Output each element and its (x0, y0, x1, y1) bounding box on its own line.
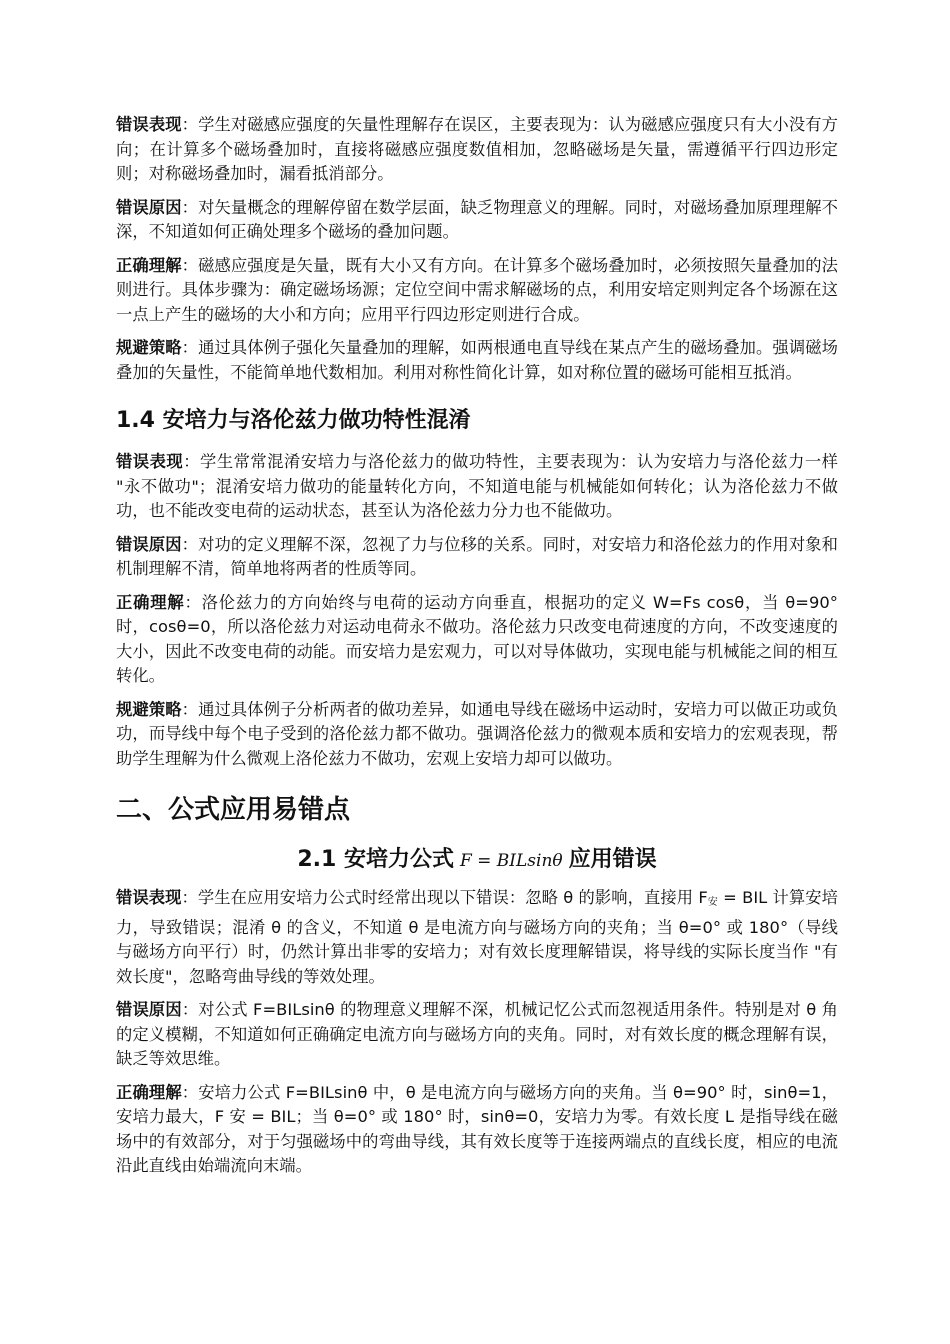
section-heading-1-4: 1.4 安培力与洛伦兹力做功特性混淆 (116, 408, 471, 433)
paragraph-text: ：安培力公式 F=BILsinθ 中，θ 是电流方向与磁场方向的夹角。当 θ=90° 时，sinθ=1，安培力最大，F 安 = BIL；当 θ=0° 或 180° 时，sinθ=0，安培力为零。有效长度 L 是指导线在磁场中的有效部分，对于匀强磁场中的弯曲导线，其有效长度等于连接两端点的直线长度，相应的电流沿此直线由始端流向末端。 (116, 1082, 838, 1175)
paragraph-error-cause (116, 998, 838, 1072)
paragraph-error-manifestation (116, 113, 838, 187)
heading-prefix: 2.1 安培力公式 (297, 847, 454, 872)
paragraph-label: 规避策略 (116, 699, 182, 719)
paragraph-error-manifestation (116, 450, 838, 524)
section-heading-2-1 (116, 845, 838, 876)
paragraph-text: ：对矢量概念的理解停留在数学层面，缺乏物理意义的理解。同时，对磁场叠加原理理解不深，不知道如何正确处理多个磁场的叠加问题。 (116, 197, 839, 241)
paragraph-avoidance-strategy (116, 698, 838, 772)
paragraph-text: ：学生对磁感应强度的矢量性理解存在误区，主要表现为：认为磁感应强度只有大小没有方向；在计算多个磁场叠加时，直接将磁感应强度数值相加，忽略磁场是矢量，需遵循平行四边形定则；对称磁场叠加时，漏看抵消部分。 (116, 115, 839, 183)
paragraph-label: 错误表现 (116, 115, 182, 134)
paragraph-label: 正确理解 (116, 1082, 182, 1102)
paragraph-label: 错误原因 (116, 1000, 182, 1019)
heading-suffix: 应用错误 (568, 847, 657, 872)
paragraph-text-cont: = BIL 计算安培力，导致错误；混淆 θ 的含义，不知道 θ 是电流方向与磁场方向的夹角；当 θ=0° 或 180°（导线与磁场方向平行）时，仍然计算出非零的安培力；对有效长度理解错误，将导线的实际长度当作 "有效长度"，忽略弯曲导线的等效处理。 (116, 888, 838, 986)
paragraph-text: ：对公式 F=BILsinθ 的物理意义理解不深，机械记忆公式而忽视适用条件。特别是对 θ 角的定义模糊，不知道如何正确确定电流方向与磁场方向的夹角。同时，对有效长度的概念理解有误，缺乏等效思维。 (116, 1000, 839, 1068)
paragraph-label: 错误表现 (116, 452, 184, 471)
formula: F = BILsinθ (459, 851, 563, 871)
paragraph-text: ：对功的定义理解不深，忽视了力与位移的关系。同时，对安培力和洛伦兹力的作用对象和机制理解不清，简单地将两者的性质等同。 (116, 534, 839, 578)
paragraph-avoidance-strategy (116, 336, 838, 385)
paragraph-text: ：通过具体例子强化矢量叠加的理解，如两根通电直导线在某点产生的磁场叠加。强调磁场叠加的矢量性，不能简单地代数相加。利用对称性简化计算，如对称位置的磁场可能相互抵消。 (116, 338, 839, 382)
subscript: 安 (707, 897, 718, 908)
paragraph-text: ：洛伦兹力的方向始终与电荷的运动方向垂直，根据功的定义 W=Fs cosθ，当 θ=90° 时，cosθ=0，所以洛伦兹力对运动电荷永不做功。洛伦兹力只改变电荷速度的方向，不改变速度的大小，因此不改变电荷的动能。而安培力是宏观力，可以对导体做功，实现电能与机械能之间的相互转化。 (116, 592, 838, 685)
paragraph-label: 规避策略 (116, 338, 182, 357)
paragraph-error-manifestation (116, 886, 838, 989)
paragraph-label: 正确理解 (116, 592, 185, 612)
paragraph-correct-understanding (116, 1081, 838, 1179)
paragraph-text: ：学生常常混淆安培力与洛伦兹力的做功特性，主要表现为：认为安培力与洛伦兹力一样 "永不做功"；混淆安培力做功的能量转化方向，不知道电能与机械能如何转化；认为洛伦兹力不做功，也不能改变电荷的运动状态，甚至认为洛伦兹力分力也不能做功。 (116, 452, 838, 520)
document-page (116, 113, 838, 1188)
paragraph-correct-understanding (116, 591, 838, 689)
paragraph-text: ：学生在应用安培力公式时经常出现以下错误：忽略 θ 的影响，直接用 F (181, 888, 708, 907)
paragraph-text: ：磁感应强度是矢量，既有大小又有方向。在计算多个磁场叠加时，必须按照矢量叠加的法则进行。具体步骤为：确定磁场场源；定位空间中需求解磁场的点，利用安培定则判定各个场源在这一点上产生的磁场的大小和方向；应用平行四边形定则进行合成。 (116, 255, 839, 324)
paragraph-label: 正确理解 (116, 255, 182, 275)
paragraph-text: ：通过具体例子分析两者的做功差异，如通电导线在磁场中运动时，安培力可以做正功或负功，而导线中每个电子受到的洛伦兹力都不做功。强调洛伦兹力的微观本质和安培力的宏观表现，帮助学生理解为什么微观上洛伦兹力不做功，宏观上安培力却可以做功。 (116, 699, 839, 768)
paragraph-correct-understanding (116, 254, 838, 328)
paragraph-label: 错误原因 (116, 534, 182, 554)
paragraph-label: 错误表现 (116, 888, 182, 907)
paragraph-error-cause (116, 533, 838, 582)
chapter-heading-2: 二、公式应用易错点 (116, 795, 351, 825)
paragraph-label: 错误原因 (116, 197, 182, 217)
paragraph-error-cause (116, 196, 838, 245)
